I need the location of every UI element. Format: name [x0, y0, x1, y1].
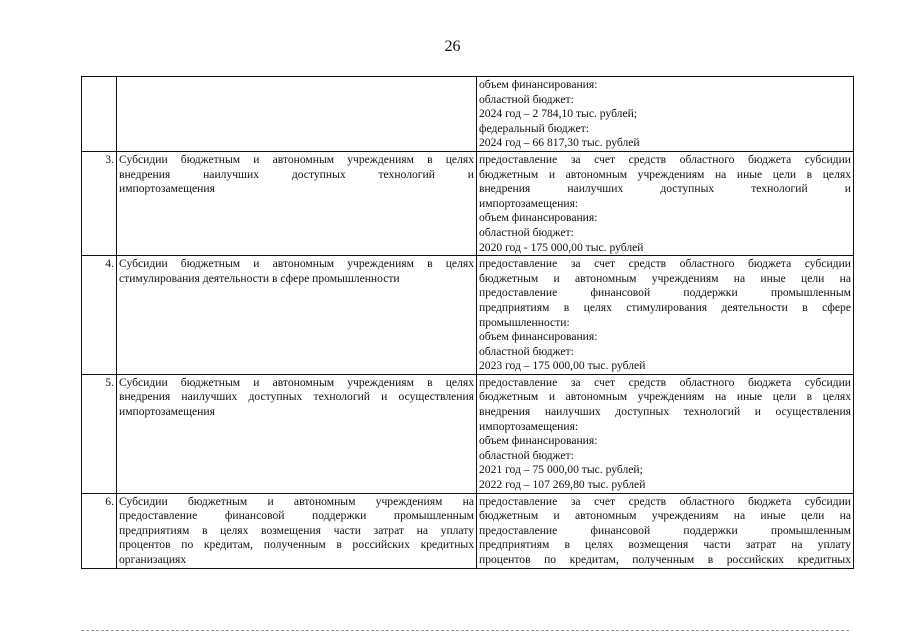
- name-line: Субсидии бюджетным и автономным учреждениям в целях: [119, 257, 474, 271]
- desc-line: предприятиям в целях стимулирования деятельности в сфере: [479, 300, 851, 314]
- desc-line: внедрения наилучших доступных технологий и: [479, 182, 851, 196]
- name-line: предоставление финансовой поддержки промышленным: [119, 509, 474, 523]
- row-number: 6.: [82, 493, 117, 568]
- name-line: процентов по кредитам, полученным в российских кредитных: [119, 538, 474, 552]
- row-name: [117, 151, 477, 255]
- desc-line: 2024 год – 66 817,30 тыс. рублей: [479, 136, 640, 150]
- desc-line: бюджетным и автономным учреждениям на иные цели в целях: [479, 167, 851, 181]
- row-number: 4.: [82, 256, 117, 375]
- desc-line: объем финансирования:: [479, 330, 598, 344]
- table-row: [82, 493, 854, 568]
- name-line: внедрения наилучших доступных технологий и: [119, 167, 474, 181]
- desc-line: импортозамещения:: [479, 196, 579, 210]
- name-line: внедрения наилучших доступных технологий и осуществления: [119, 390, 474, 404]
- name-line: Субсидии бюджетным и автономным учреждениям на: [119, 494, 474, 508]
- name-line: предприятиям в целях возмещения части затрат на уплату: [119, 523, 474, 537]
- row-description: [477, 151, 854, 255]
- desc-line: областной бюджет:: [479, 344, 574, 358]
- desc-line: промышленности:: [479, 315, 570, 329]
- desc-line: предоставление за счет средств областного бюджета субсидии: [479, 375, 851, 389]
- desc-line: бюджетным и автономным учреждениям на иные цели в целях: [479, 390, 851, 404]
- page-bottom-divider: [81, 630, 849, 631]
- desc-line: предоставление за счет средств областного бюджета субсидии: [479, 152, 851, 166]
- name-line: стимулирования деятельности в сфере промышленности: [119, 271, 400, 285]
- desc-line: областной бюджет:: [479, 92, 574, 106]
- name-line: импортозамещения: [119, 182, 215, 196]
- desc-line: 2021 год – 75 000,00 тыс. рублей;: [479, 463, 643, 477]
- name-line: Субсидии бюджетным и автономным учреждениям в целях: [119, 152, 474, 166]
- table-row: [82, 77, 854, 152]
- row-description: [477, 77, 854, 152]
- desc-line: бюджетным и автономным учреждениям на иные цели на: [479, 509, 851, 523]
- row-name: [117, 374, 477, 493]
- desc-line: предоставление финансовой поддержки промышленным: [479, 286, 851, 300]
- desc-line: объем финансирования:: [479, 78, 598, 91]
- row-name: [117, 493, 477, 568]
- desc-line: областной бюджет:: [479, 225, 574, 239]
- desc-line: 2020 год - 175 000,00 тыс. рублей: [479, 240, 644, 254]
- desc-line: предоставление за счет средств областного бюджета субсидии: [479, 494, 851, 508]
- row-description: [477, 256, 854, 375]
- row-description: [477, 374, 854, 493]
- desc-line: объем финансирования:: [479, 434, 598, 448]
- row-description: [477, 493, 854, 568]
- desc-line: процентов по кредитам, полученным в российских кредитных: [479, 553, 851, 566]
- table-row: [82, 374, 854, 493]
- desc-line: федеральный бюджет:: [479, 121, 589, 135]
- name-line: организациях: [119, 553, 187, 566]
- row-number: 3.: [82, 151, 117, 255]
- desc-line: предоставление за счет средств областного бюджета субсидии: [479, 257, 851, 271]
- desc-line: импортозамещения:: [479, 419, 579, 433]
- subsidy-table: [81, 76, 854, 569]
- desc-line: предприятиям в целях возмещения части затрат на уплату: [479, 538, 851, 552]
- table-row: [82, 256, 854, 375]
- desc-line: 2022 год – 107 269,80 тыс. рублей: [479, 478, 646, 492]
- desc-line: 2023 год – 175 000,00 тыс. рублей: [479, 359, 646, 373]
- row-number: 5.: [82, 374, 117, 493]
- desc-line: областной бюджет:: [479, 448, 574, 462]
- row-name: [117, 256, 477, 375]
- row-name: [117, 77, 477, 152]
- desc-line: 2024 год – 2 784,10 тыс. рублей;: [479, 107, 638, 121]
- table-row: [82, 151, 854, 255]
- row-number: [82, 77, 117, 152]
- page-number: 26: [444, 38, 461, 55]
- desc-line: бюджетным и автономным учреждениям на иные цели на: [479, 271, 851, 285]
- name-line: Субсидии бюджетным и автономным учреждениям в целях: [119, 375, 474, 389]
- name-line: импортозамещения: [119, 405, 215, 419]
- desc-line: предоставление финансовой поддержки промышленным: [479, 523, 851, 537]
- desc-line: внедрения наилучших доступных технологий и осуществления: [479, 405, 851, 419]
- desc-line: объем финансирования:: [479, 211, 598, 225]
